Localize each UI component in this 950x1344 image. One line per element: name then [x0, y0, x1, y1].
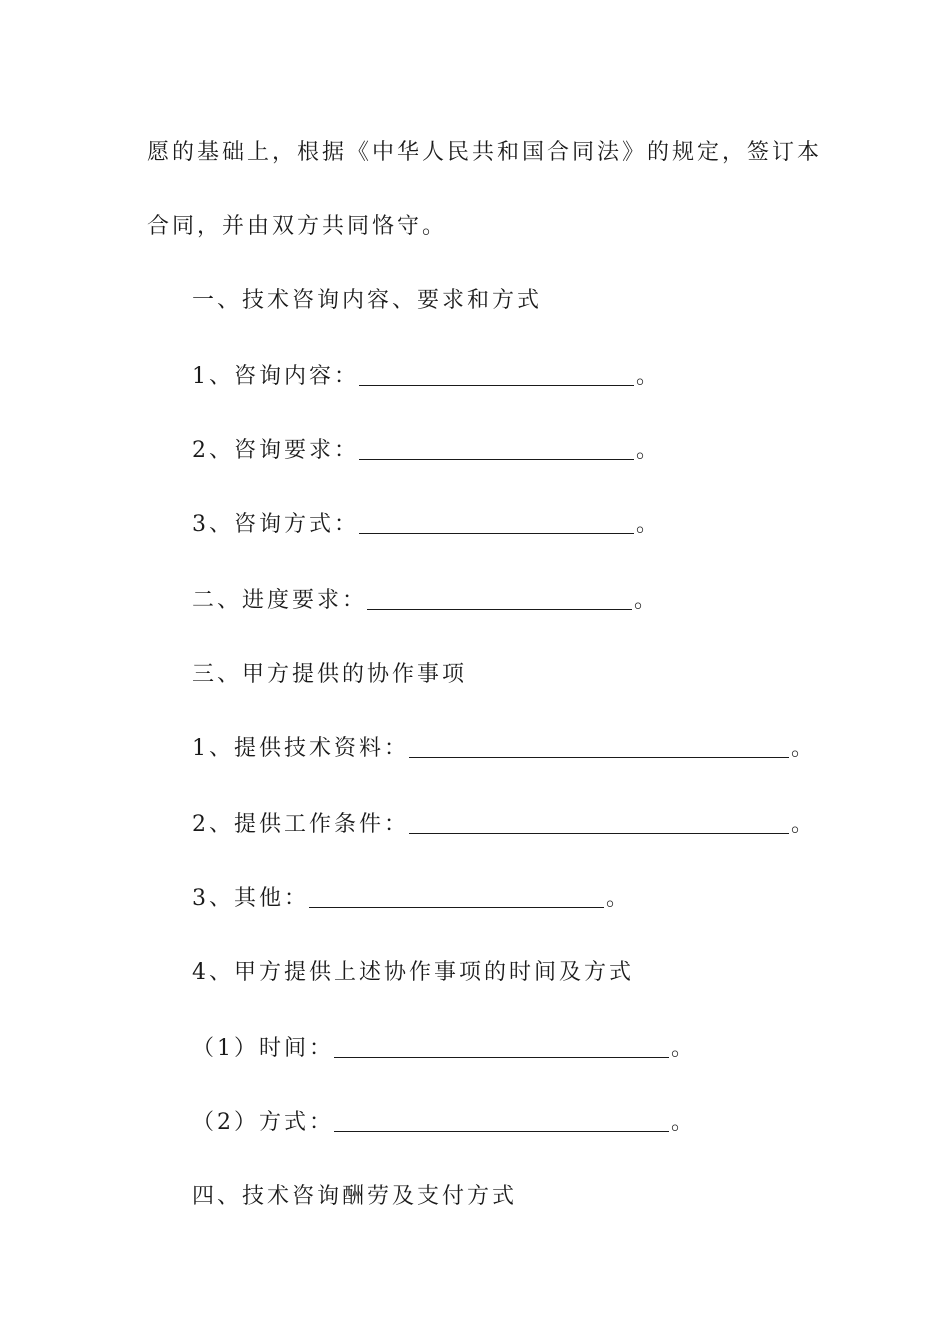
- field-end: 。: [606, 886, 632, 911]
- paragraph-line: [147, 212, 447, 242]
- section-heading-text: 三、甲方提供的协作事项: [192, 662, 468, 687]
- section-heading: [192, 660, 467, 690]
- field-label: 2、咨询要求：: [192, 438, 359, 463]
- blank-field[interactable]: [409, 756, 789, 758]
- form-line: [192, 362, 661, 392]
- field-end: 。: [636, 512, 662, 537]
- blank-field[interactable]: [409, 832, 789, 834]
- blank-field[interactable]: [367, 608, 632, 610]
- blank-field[interactable]: [359, 384, 634, 386]
- form-line: [192, 510, 661, 540]
- field-label: 2、提供工作条件：: [192, 812, 409, 837]
- paragraph-text: 合同，并由双方共同恪守。: [147, 214, 448, 239]
- section-heading: [192, 286, 542, 316]
- paragraph-line: [147, 138, 822, 168]
- field-end: 。: [636, 364, 662, 389]
- field-label: （2）方式：: [192, 1110, 334, 1135]
- section-heading: [192, 1182, 517, 1212]
- field-label: 二、进度要求：: [192, 588, 368, 613]
- field-end: 。: [671, 1036, 697, 1061]
- blank-field[interactable]: [359, 458, 634, 460]
- blank-field[interactable]: [334, 1130, 669, 1132]
- form-line: [192, 1108, 696, 1138]
- field-end: 。: [791, 812, 817, 837]
- section-heading-text: 四、技术咨询酬劳及支付方式: [192, 1184, 518, 1209]
- paragraph-text: 愿的基础上，根据《中华人民共和国合同法》的规定，签订本: [147, 140, 823, 165]
- field-label: 3、咨询方式：: [192, 512, 359, 537]
- field-label: 1、提供技术资料：: [192, 736, 409, 761]
- field-end: 。: [671, 1110, 697, 1135]
- field-label: （1）时间：: [192, 1036, 334, 1061]
- form-line: [192, 810, 816, 840]
- subsection-heading-text: 4、甲方提供上述协作事项的时间及方式: [192, 960, 634, 985]
- blank-field[interactable]: [309, 906, 604, 908]
- blank-field[interactable]: [334, 1056, 669, 1058]
- form-line: [192, 586, 659, 616]
- field-label: 3、其他：: [192, 886, 309, 911]
- form-line: [192, 734, 816, 764]
- subsection-heading: [192, 958, 634, 988]
- field-end: 。: [634, 588, 660, 613]
- field-end: 。: [791, 736, 817, 761]
- form-line: [192, 1034, 696, 1064]
- field-end: 。: [636, 438, 662, 463]
- form-line: [192, 436, 661, 466]
- field-label: 1、咨询内容：: [192, 364, 359, 389]
- blank-field[interactable]: [359, 532, 634, 534]
- section-heading-text: 一、技术咨询内容、要求和方式: [192, 288, 543, 313]
- form-line: [192, 884, 631, 914]
